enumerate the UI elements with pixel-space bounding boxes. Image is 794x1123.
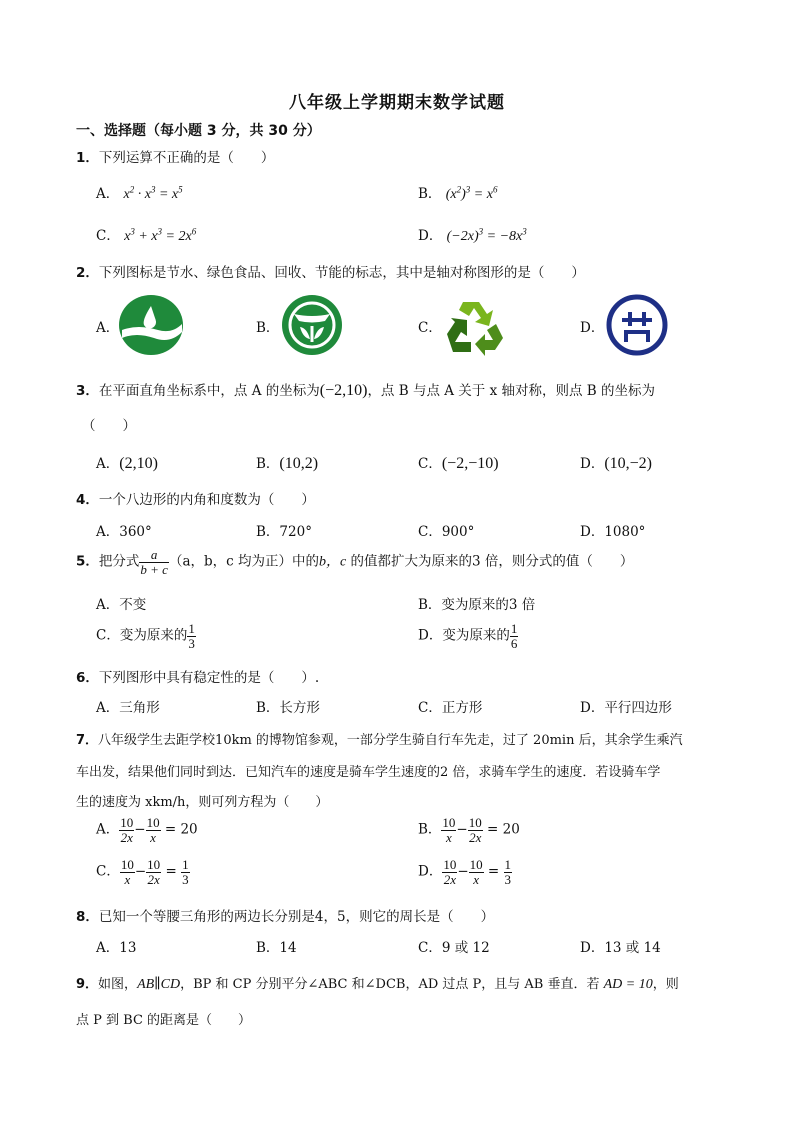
q3-option-b: B．(10,2): [256, 455, 319, 472]
q6-option-d: D．平行四边形: [580, 700, 672, 716]
green-food-icon: [281, 294, 343, 356]
q7-option-b: B． $\frac{10}{x}$ − $\frac{10}{2x}$ = 20: [418, 815, 520, 845]
question-3: 3．在平面直角坐标系中，点 A 的坐标为(−2,10)，点 B 与点 A 关于 x 轴对称，则点 B 的坐标为: [76, 382, 655, 399]
question-7-line-1: 7．八年级学生去距学校10km 的博物馆参观，一部分学生骑自行车先走，过了 20min 后，其余学生乘汽: [76, 733, 683, 748]
q2-option-c-label: C．: [418, 320, 442, 336]
q7-option-a: A． $\frac{10}{2x}$ − $\frac{10}{x}$ = 20: [96, 815, 198, 845]
question-2: 2．下列图标是节水、绿色食品、回收、节能的标志，其中是轴对称图形的是（ ）: [76, 265, 585, 281]
q3-option-d: D．(10,−2): [580, 455, 653, 472]
q4-option-b: B．720°: [256, 524, 312, 540]
q8-option-c: C．9 或 12: [418, 940, 490, 956]
q2-option-b-label: B．: [256, 320, 280, 336]
section-heading: 一、选择题（每小题 3 分，共 30 分）: [76, 123, 321, 139]
question-5: 5．把分式 $\frac{a}{b + c}$ （a，b，c 均为正）中的b，c 的值都扩大为原来的3 倍，则分式的值（ ）: [76, 547, 634, 577]
q5-option-d: D．变为原来的 $\frac{1}{6}$: [418, 621, 518, 651]
q1-option-b: B． $(x^2)^3 = x^6$: [418, 184, 498, 202]
question-6: 6．下列图形中具有稳定性的是（ ）.: [76, 670, 320, 686]
water-saving-icon: [118, 294, 184, 356]
q6-option-b: B．长方形: [256, 700, 320, 716]
q5-option-b: B．变为原来的3 倍: [418, 597, 536, 613]
q6-option-a: A．三角形: [96, 700, 160, 716]
q1-option-d: D． $(-2x)^3 = -8x^3$: [418, 226, 527, 244]
page-title: 八年级上学期期末数学试题: [289, 93, 505, 113]
question-1: 1．下列运算不正确的是（ ）: [76, 150, 275, 166]
q7-option-c: C． $\frac{10}{x}$ − $\frac{10}{2x}$ = $\frac{1}{3}$: [96, 857, 189, 887]
q2-option-d-label: D．: [580, 320, 605, 336]
q8-option-b: B．14: [256, 940, 297, 956]
q3-option-c: C．(−2,−10): [418, 455, 499, 472]
q5-option-c: C．变为原来的 $\frac{1}{3}$: [96, 621, 195, 651]
q2-option-a-label: A．: [96, 320, 120, 336]
q1-option-c: C． $x^3 + x^3 = 2x^6$: [96, 226, 197, 244]
recycle-icon: [441, 296, 507, 358]
question-3-paren: （ ）: [82, 418, 136, 434]
q6-option-c: C．正方形: [418, 700, 483, 716]
question-7-line-3: 生的速度为 xkm/h，则可列方程为（ ）: [76, 795, 329, 810]
q4-option-c: C．900°: [418, 524, 475, 540]
q5-option-a: A．不变: [96, 597, 147, 613]
q1-option-a: A． $x^2 \cdot x^3 = x^5$: [96, 184, 183, 202]
question-8: 8．已知一个等腰三角形的两边长分别是4，5，则它的周长是（ ）: [76, 909, 495, 925]
question-9-line-1: 9．如图，AB∥CD，BP 和 CP 分别平分∠ABC 和∠DCB，AD 过点 P，且与 AB 垂直．若 AD = 10，则: [76, 977, 679, 992]
q8-option-d: D．13 或 14: [580, 940, 661, 956]
q7-option-d: D． $\frac{10}{2x}$ − $\frac{10}{x}$ = $\frac{1}{3}$: [418, 857, 512, 887]
q4-option-d: D．1080°: [580, 524, 646, 540]
q3-option-a: A．(2,10): [96, 455, 158, 472]
question-7-line-2: 车出发，结果他们同时到达．已知汽车的速度是骑车学生速度的2 倍，求骑车学生的速度．若设骑车学: [76, 765, 661, 780]
question-9-line-2: 点 P 到 BC 的距离是（ ）: [76, 1013, 252, 1028]
energy-saving-icon: [606, 294, 668, 356]
q8-option-a: A．13: [96, 940, 137, 956]
q4-option-a: A．360°: [96, 524, 152, 540]
question-4: 4．一个八边形的内角和度数为（ ）: [76, 492, 315, 508]
